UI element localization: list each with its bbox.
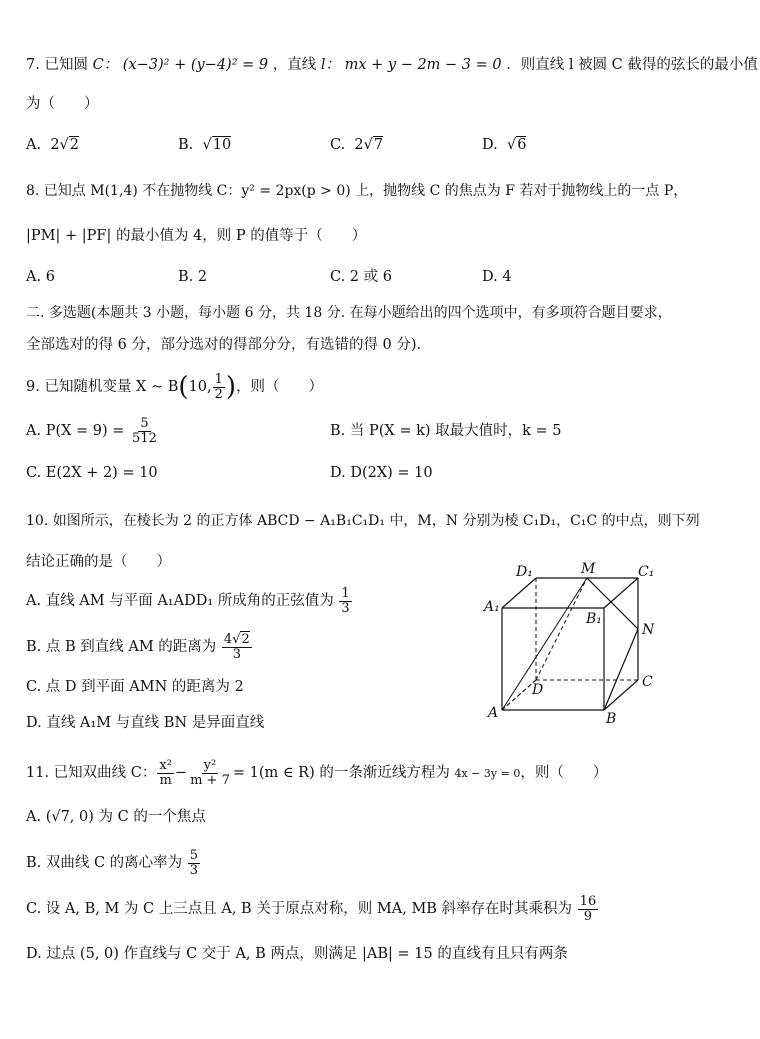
section2-heading-line1: 二. 多选题(本题共 3 小题，每小题 6 分，共 18 分. 在每小题给出的四个选项中，有多项符合题目要求， [26,305,672,321]
q9-stem-text: 9. 已知随机变量 X ~ B [26,379,179,395]
q11-y-num: y² [203,757,217,773]
q11-option-c [26,894,599,924]
q10-option-b-text: B. 点 B 到直线 AM 的距离为 [26,639,217,655]
label-B: B [606,711,617,727]
q9-param-n: 10, [188,379,212,395]
q7-line2: 为（ ） [26,96,99,112]
q10-option-a-num: 1 [341,585,350,601]
q11-x-num: x² [159,757,172,773]
segment-BN [604,629,638,710]
q9-param-p-num: 1 [214,371,223,387]
q9-option-a-text: A. P(X = 9) = [26,423,125,439]
q11-option-c-text: C. 设 A, B, M 为 C 上三点且 A, B 关于原点对称，则 MA, MB 斜率存在时其乘积为 [26,901,573,917]
edge-C1B1 [604,578,638,608]
q10-option-b-num-coef: 4 [223,631,233,647]
q11-stem-mid: = 1(m ∈ R) 的一条渐近线方程为 [232,765,450,781]
q8-line2: |PM| + |PF| 的最小值为 4，则 P 的值等于（ ） [26,228,367,244]
q10-option-b: B. 点 B 到直线 AM 的距离为 $\frac{4√2}{3}$ [26,631,250,662]
q9-option-a-den: 512 [132,430,157,446]
label-C1: C₁ [638,564,655,580]
q9-option-d: D. D(2X) = 10 [330,465,433,481]
q8-option-b: B. 2 [178,269,208,285]
q11-option-c-den: 9 [583,908,593,924]
q8-option-d: D. 4 [482,269,512,285]
q7-circle-name: C： [92,57,119,73]
q8-option-a: A. 6 [26,269,55,285]
label-M: M [581,561,596,577]
q7-line-equation: mx + y − 2m − 3 = 0 [344,57,502,73]
q7-option-d-radicand: 6 [517,137,527,153]
q7-option-a-radicand: 2 [69,137,80,153]
q7-option-a: A. 2√2 [26,137,80,153]
q7-option-c: C. 2√7 [330,137,384,153]
q8-line1: 8. 已知点 M(1,4) 不在抛物线 C：y² = 2px(p > 0) 上，抛物线 C 的焦点为 F 若对于抛物线上的一点 P， [26,183,688,199]
q11-stem-text: 11. 已知双曲线 C： [26,765,157,781]
q7-option-b: B. √10 [178,137,232,153]
q7-option-d: D. √6 [482,137,527,153]
q9-stem-end: ，则（ ） [236,379,324,395]
q11-y-den: m + 7 [190,772,230,788]
q9-option-a-num: 5 [140,415,149,431]
q11-x-den: m [159,772,172,788]
q11-option-b-text: B. 双曲线 C 的离心率为 [26,855,183,871]
label-A: A [488,705,499,721]
q7-option-d-label: D. [482,137,498,153]
q11-option-b-den: 3 [189,862,199,878]
q7-line1 [26,54,758,76]
q10-option-d: D. 直线 A₁M 与直线 BN 是异面直线 [26,715,265,731]
q10-line1: 10. 如图所示，在棱长为 2 的正方体 ABCD − A₁B₁C₁D₁ 中，M，N 分别为棱 C₁D₁，C₁C 的中点，则下列 [26,513,700,529]
q7-option-c-radicand: 7 [373,137,384,153]
q11-asymptote: 4x − 3y = 0 [454,767,521,780]
q11-stem-end: ，则（ ） [520,765,608,781]
label-A1: A₁ [484,599,500,615]
cube-figure [470,560,670,730]
label-D1: D₁ [516,564,533,580]
label-C: C [642,674,653,690]
q10-option-a-den: 3 [341,600,350,616]
q10-option-c: C. 点 D 到平面 AMN 的距离为 2 [26,679,244,695]
q10-option-a-text: A. 直线 AM 与平面 A₁ADD₁ 所成角的正弦值为 [26,593,334,609]
q9-param-p-den: 2 [214,386,223,402]
q10-option-a [26,586,353,616]
q7-stem: 7. 已知圆 [26,57,88,73]
q7-stem-end: ．则直线 l 被圆 C 截得的弦长的最小值 [506,57,758,73]
q9-option-b: B. 当 P(X = k) 取最大值时，k = 5 [330,423,562,439]
q11-option-b [26,848,201,878]
q7-mid-text: ，直线 [272,57,317,73]
section2-heading-line2: 全部选对的得 6 分，部分选对的得部分分，有选错的得 0 分). [26,337,422,353]
q9-option-c: C. E(2X + 2) = 10 [26,465,158,481]
q10-option-b-num-radicand: 2 [241,631,250,647]
q10-option-b-den: 3 [232,646,241,662]
segment-AM [502,578,587,710]
label-N: N [642,622,655,638]
q7-option-b-radicand: 10 [212,137,232,153]
q7-option-a-label: A. [26,137,42,153]
q7-option-a-coef: 2 [50,137,60,153]
edge-CB [604,680,638,710]
q11-option-d: D. 过点 (5, 0) 作直线与 C 交于 A, B 两点，则满足 |AB| = 15 的直线有且只有两条 [26,946,568,962]
edge-A1D1 [502,578,536,608]
segment-DM-hidden [536,578,587,680]
q9-stem: 9. 已知随机变量 X ~ B(10, $\frac{1}{2}$ )，则（ ） [26,371,324,402]
q7-option-c-label: C. [330,137,346,153]
q11-option-a: A. (√7, 0) 为 C 的一个焦点 [26,809,206,825]
q8-option-c: C. 2 或 6 [330,269,392,285]
q7-circle-equation: (x−3)² + (y−4)² = 9 [122,57,269,73]
label-B1: B₁ [586,611,602,627]
q7-option-c-coef: 2 [354,137,364,153]
q11-option-c-num: 16 [579,893,597,909]
q11-stem: 11. 已知双曲线 C： $\frac{\text{x²}}{m}$ − $\frac{\text{y²}}{m + 7}$ = 1(m ∈ R) 的一条渐近线方程为 4x − 3y = 0，则（ ） [26,757,608,788]
q9-option-a [26,416,160,446]
q10-line2: 结论正确的是（ ） [26,554,171,570]
q11-option-b-num: 5 [189,847,199,863]
q7-option-b-label: B. [178,137,194,153]
q7-line-name: l： [320,57,340,73]
label-D: D [532,682,544,698]
